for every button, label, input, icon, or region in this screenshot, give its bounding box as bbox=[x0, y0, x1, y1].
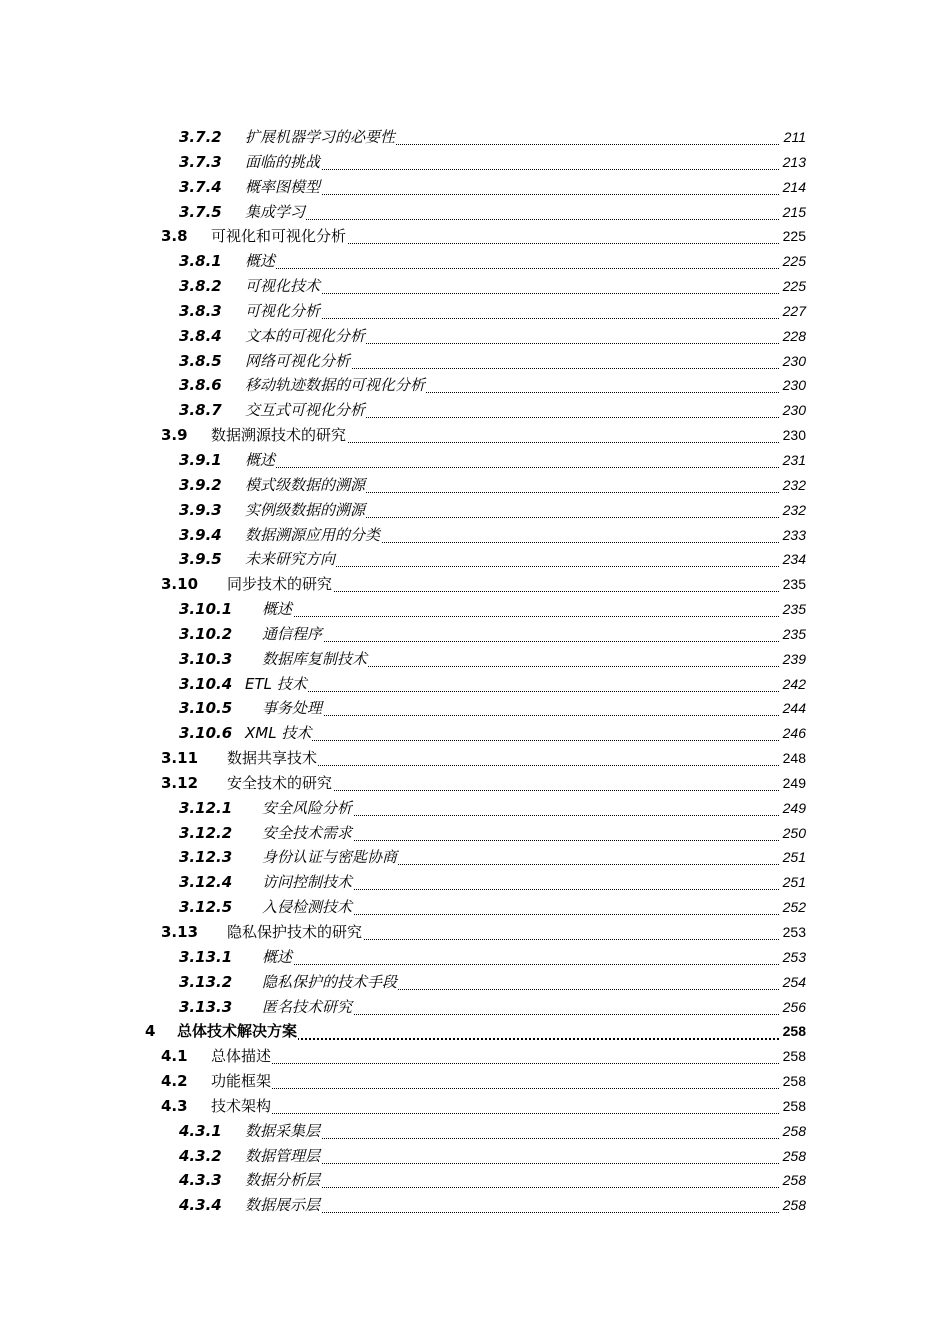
toc-entry-title: 概述 bbox=[262, 947, 293, 966]
toc-entry[interactable] bbox=[0, 1118, 950, 1143]
toc-entry-page: 235 bbox=[782, 601, 806, 618]
toc-entry[interactable] bbox=[0, 223, 950, 248]
toc-entry-page: 258 bbox=[782, 1023, 806, 1040]
toc-entry-number: 3.13.2 bbox=[179, 972, 233, 991]
toc-entry[interactable] bbox=[0, 621, 950, 646]
toc-entry[interactable] bbox=[0, 372, 950, 397]
toc-entry-page: 234 bbox=[782, 551, 806, 568]
toc-entry[interactable] bbox=[0, 199, 950, 224]
toc-entry-page: 249 bbox=[782, 799, 806, 816]
toc-entry-title: 安全技术的研究 bbox=[227, 773, 333, 792]
toc-entry-title: 数据溯源应用的分类 bbox=[245, 525, 381, 544]
toc-entry-title: 可视化技术 bbox=[245, 277, 321, 296]
toc-dot-leader bbox=[245, 1173, 779, 1188]
toc-entry[interactable] bbox=[0, 820, 950, 845]
toc-entry[interactable] bbox=[0, 571, 950, 596]
toc-entry[interactable] bbox=[0, 149, 950, 174]
toc-entry-title: 交互式可视化分析 bbox=[245, 401, 366, 420]
toc-entry-title: 概述 bbox=[262, 600, 293, 619]
toc-entry-number: 4.1 bbox=[161, 1047, 188, 1066]
toc-entry-title: 技术架构 bbox=[211, 1096, 272, 1115]
toc-entry-page: 249 bbox=[782, 774, 806, 791]
toc-dot-leader bbox=[262, 947, 779, 966]
toc-entry-page: 253 bbox=[782, 924, 806, 940]
toc-entry-number: 3.8.2 bbox=[179, 277, 222, 296]
toc-entry-page: 235 bbox=[782, 625, 806, 642]
toc-entry-number: 3.10.6 bbox=[179, 724, 233, 743]
toc-entry-number: 3.12 bbox=[161, 773, 199, 792]
toc-entry[interactable] bbox=[0, 770, 950, 795]
toc-entry-page: 248 bbox=[782, 750, 806, 767]
toc-entry-title: 数据管理层 bbox=[245, 1146, 321, 1165]
toc-entry[interactable] bbox=[0, 397, 950, 422]
toc-entry-page: 258 bbox=[782, 1197, 806, 1214]
toc-entry[interactable] bbox=[0, 844, 950, 869]
toc-entry-title: 概述 bbox=[245, 450, 276, 469]
toc-entry-page: 251 bbox=[782, 874, 806, 891]
toc-entry[interactable] bbox=[0, 1043, 950, 1068]
toc-entry[interactable] bbox=[0, 1167, 950, 1192]
toc-entry-title: 模式级数据的溯源 bbox=[245, 475, 366, 494]
toc-entry-page: 213 bbox=[782, 153, 806, 170]
toc-entry[interactable] bbox=[0, 422, 950, 447]
toc-entry-number: 3.12.2 bbox=[179, 823, 233, 842]
toc-dot-leader bbox=[245, 152, 779, 171]
toc-entry[interactable] bbox=[0, 1093, 950, 1118]
toc-entry-page: 215 bbox=[782, 203, 806, 220]
toc-entry[interactable] bbox=[0, 646, 950, 671]
toc-entry-number: 3.9.2 bbox=[179, 475, 222, 494]
toc-dot-leader bbox=[262, 624, 779, 643]
toc-entry-page: 242 bbox=[782, 675, 806, 692]
toc-entry-title: 功能框架 bbox=[211, 1072, 272, 1091]
toc-entry[interactable] bbox=[0, 795, 950, 820]
toc-dot-leader bbox=[211, 1096, 779, 1115]
toc-entry-page: 228 bbox=[782, 327, 806, 344]
toc-entry-page: 235 bbox=[782, 576, 806, 593]
toc-entry-number: 4.3 bbox=[161, 1096, 188, 1115]
toc-entry-page: 244 bbox=[782, 700, 806, 717]
toc-entry-title: 通信程序 bbox=[262, 624, 323, 643]
toc-entry-page: 258 bbox=[782, 1147, 806, 1164]
toc-entry-number: 3.7.3 bbox=[179, 152, 222, 171]
toc-entry[interactable] bbox=[0, 1068, 950, 1093]
toc-entry-title: 安全技术需求 bbox=[262, 823, 353, 842]
toc-entry[interactable] bbox=[0, 994, 950, 1019]
toc-entry-title: 网络可视化分析 bbox=[245, 351, 351, 370]
toc-entry-number: 4.3.1 bbox=[179, 1121, 222, 1140]
toc-entry-number: 3.10.3 bbox=[179, 649, 233, 668]
toc-entry-page: 258 bbox=[782, 1073, 806, 1090]
toc-entry-number: 3.8.4 bbox=[179, 326, 222, 345]
toc-dot-leader bbox=[211, 1049, 779, 1064]
toc-entry-page: 225 bbox=[782, 253, 806, 270]
toc-entry-title: 数据库复制技术 bbox=[262, 649, 368, 668]
table-of-contents bbox=[0, 124, 950, 1217]
toc-dot-leader bbox=[245, 1198, 779, 1213]
toc-entry-page: 231 bbox=[782, 451, 806, 468]
toc-entry[interactable] bbox=[0, 1018, 950, 1043]
toc-entry-title: 总体描述 bbox=[211, 1047, 272, 1066]
toc-entry-page: 256 bbox=[782, 998, 806, 1015]
toc-dot-leader bbox=[245, 279, 779, 294]
toc-entry[interactable] bbox=[0, 323, 950, 348]
toc-entry-number: 3.13.3 bbox=[179, 997, 233, 1016]
toc-entry-title: 总体技术解决方案 bbox=[177, 1022, 298, 1041]
toc-entry-page: 253 bbox=[782, 948, 806, 965]
toc-entry-title: 入侵检测技术 bbox=[262, 898, 353, 917]
toc-entry-number: 3.11 bbox=[161, 749, 199, 768]
toc-dot-leader bbox=[245, 726, 779, 741]
toc-entry-title: 同步技术的研究 bbox=[227, 575, 333, 594]
toc-entry[interactable] bbox=[0, 298, 950, 323]
toc-entry-title: 数据采集层 bbox=[245, 1121, 321, 1140]
toc-entry-title: 安全风险分析 bbox=[262, 798, 353, 817]
toc-dot-leader bbox=[245, 301, 779, 320]
toc-entry-title: 身份认证与密匙协商 bbox=[262, 848, 398, 867]
toc-entry[interactable] bbox=[0, 522, 950, 547]
toc-entry-page: 250 bbox=[782, 824, 806, 841]
toc-entry-number: 3.12.5 bbox=[179, 898, 233, 917]
toc-entry-number: 3.7.4 bbox=[179, 177, 222, 196]
toc-entry-page: 246 bbox=[782, 725, 806, 742]
toc-dot-leader bbox=[245, 1146, 779, 1165]
toc-entry[interactable] bbox=[0, 174, 950, 199]
toc-entry[interactable] bbox=[0, 447, 950, 472]
toc-entry-title: 隐私保护的技术手段 bbox=[262, 972, 398, 991]
toc-entry-number: 3.9.5 bbox=[179, 550, 222, 569]
toc-entry-page: 232 bbox=[782, 476, 806, 493]
toc-entry-title: 面临的挑战 bbox=[245, 152, 321, 171]
toc-entry-title: 访问控制技术 bbox=[262, 873, 353, 892]
toc-entry-number: 3.9.3 bbox=[179, 500, 222, 519]
toc-entry-number: 4 bbox=[145, 1022, 156, 1041]
toc-entry-number: 3.12.4 bbox=[179, 873, 233, 892]
toc-entry-title: 可视化和可视化分析 bbox=[211, 227, 347, 246]
toc-entry-page: 225 bbox=[782, 278, 806, 295]
toc-entry-number: 3.8.1 bbox=[179, 252, 222, 271]
toc-entry-title: 移动轨迹数据的可视化分析 bbox=[245, 376, 426, 395]
toc-entry-title: 事务处理 bbox=[262, 699, 323, 718]
toc-entry-title: XML 技术 bbox=[245, 724, 312, 743]
toc-entry[interactable] bbox=[0, 919, 950, 944]
toc-entry-page: 232 bbox=[782, 501, 806, 518]
toc-entry-number: 4.3.3 bbox=[179, 1171, 222, 1190]
toc-entry[interactable] bbox=[0, 497, 950, 522]
toc-entry-page: 214 bbox=[782, 178, 806, 195]
toc-entry-title: 数据分析层 bbox=[245, 1171, 321, 1190]
toc-entry-number: 3.8 bbox=[161, 227, 188, 246]
toc-entry-page: 258 bbox=[782, 1097, 806, 1114]
toc-entry-title: 集成学习 bbox=[245, 202, 306, 221]
toc-dot-leader bbox=[245, 202, 779, 221]
toc-entry-number: 4.2 bbox=[161, 1072, 188, 1091]
toc-entry-page: 254 bbox=[782, 973, 806, 990]
toc-entry-page: 258 bbox=[782, 1172, 806, 1189]
toc-entry[interactable] bbox=[0, 695, 950, 720]
toc-entry-title: 可视化分析 bbox=[245, 301, 321, 320]
toc-entry-title: 数据溯源技术的研究 bbox=[211, 426, 347, 445]
toc-entry-number: 3.8.5 bbox=[179, 351, 222, 370]
toc-dot-leader bbox=[245, 674, 779, 693]
toc-entry[interactable] bbox=[0, 969, 950, 994]
toc-entry-page: 230 bbox=[782, 402, 806, 419]
toc-entry-page: 258 bbox=[782, 1122, 806, 1139]
toc-entry-page: 230 bbox=[782, 377, 806, 394]
toc-dot-leader bbox=[245, 450, 779, 469]
toc-entry-number: 3.13.1 bbox=[179, 947, 233, 966]
toc-entry[interactable] bbox=[0, 1192, 950, 1217]
toc-dot-leader bbox=[262, 701, 779, 716]
toc-entry-number: 3.10.2 bbox=[179, 624, 233, 643]
toc-dot-leader bbox=[245, 1121, 779, 1140]
toc-entry-number: 3.12.1 bbox=[179, 798, 233, 817]
toc-entry-number: 3.8.6 bbox=[179, 376, 222, 395]
toc-entry-number: 3.10.5 bbox=[179, 699, 233, 718]
toc-dot-leader bbox=[245, 254, 779, 269]
toc-entry[interactable] bbox=[0, 869, 950, 894]
toc-entry-number: 3.12.3 bbox=[179, 848, 233, 867]
toc-entry[interactable] bbox=[0, 124, 950, 149]
toc-entry-page: 233 bbox=[782, 526, 806, 543]
toc-entry[interactable] bbox=[0, 596, 950, 621]
toc-dot-leader bbox=[245, 177, 779, 196]
toc-entry-title: 概率图模型 bbox=[245, 177, 321, 196]
toc-entry[interactable] bbox=[0, 348, 950, 373]
toc-entry-number: 3.8.3 bbox=[179, 301, 222, 320]
toc-entry-title: 数据展示层 bbox=[245, 1196, 321, 1215]
toc-entry-title: 扩展机器学习的必要性 bbox=[245, 128, 396, 146]
toc-entry-title: 文本的可视化分析 bbox=[245, 326, 366, 345]
toc-entry[interactable] bbox=[0, 894, 950, 919]
toc-entry-number: 3.13 bbox=[161, 923, 199, 941]
toc-entry-page: 239 bbox=[782, 650, 806, 667]
toc-entry[interactable] bbox=[0, 273, 950, 298]
toc-entry-page: 225 bbox=[782, 228, 806, 245]
toc-entry-number: 3.9 bbox=[161, 426, 188, 445]
toc-entry-page: 211 bbox=[783, 129, 806, 145]
toc-entry-number: 3.10.4 bbox=[179, 674, 233, 693]
toc-entry-title: 实例级数据的溯源 bbox=[245, 500, 366, 519]
toc-entry-title: ETL 技术 bbox=[245, 674, 307, 693]
toc-entry-number: 3.7.2 bbox=[179, 128, 222, 146]
toc-entry-page: 258 bbox=[782, 1048, 806, 1065]
toc-entry-page: 227 bbox=[782, 302, 806, 319]
toc-entry[interactable] bbox=[0, 472, 950, 497]
toc-entry-number: 3.8.7 bbox=[179, 401, 222, 420]
toc-entry[interactable] bbox=[0, 944, 950, 969]
toc-entry[interactable] bbox=[0, 546, 950, 571]
toc-entry-number: 3.9.1 bbox=[179, 450, 222, 469]
toc-entry[interactable] bbox=[0, 248, 950, 273]
toc-entry[interactable] bbox=[0, 720, 950, 745]
toc-entry-title: 概述 bbox=[245, 252, 276, 271]
toc-entry-number: 3.10.1 bbox=[179, 600, 233, 619]
toc-entry[interactable] bbox=[0, 671, 950, 696]
toc-entry[interactable] bbox=[0, 1143, 950, 1168]
toc-entry[interactable] bbox=[0, 745, 950, 770]
toc-entry-number: 4.3.4 bbox=[179, 1196, 222, 1215]
toc-entry-page: 230 bbox=[782, 352, 806, 369]
toc-entry-title: 数据共享技术 bbox=[227, 749, 318, 768]
toc-entry-title: 未来研究方向 bbox=[245, 550, 336, 569]
toc-entry-page: 230 bbox=[782, 427, 806, 444]
toc-entry-title: 隐私保护技术的研究 bbox=[227, 923, 363, 941]
toc-entry-number: 4.3.2 bbox=[179, 1146, 222, 1165]
toc-dot-leader bbox=[262, 602, 779, 617]
toc-entry-page: 252 bbox=[782, 899, 806, 916]
toc-entry-title: 匿名技术研究 bbox=[262, 997, 353, 1016]
toc-entry-number: 3.7.5 bbox=[179, 202, 222, 221]
toc-dot-leader bbox=[211, 1074, 779, 1089]
toc-entry-number: 3.9.4 bbox=[179, 525, 222, 544]
toc-entry-page: 251 bbox=[782, 849, 806, 866]
toc-entry-number: 3.10 bbox=[161, 575, 199, 594]
